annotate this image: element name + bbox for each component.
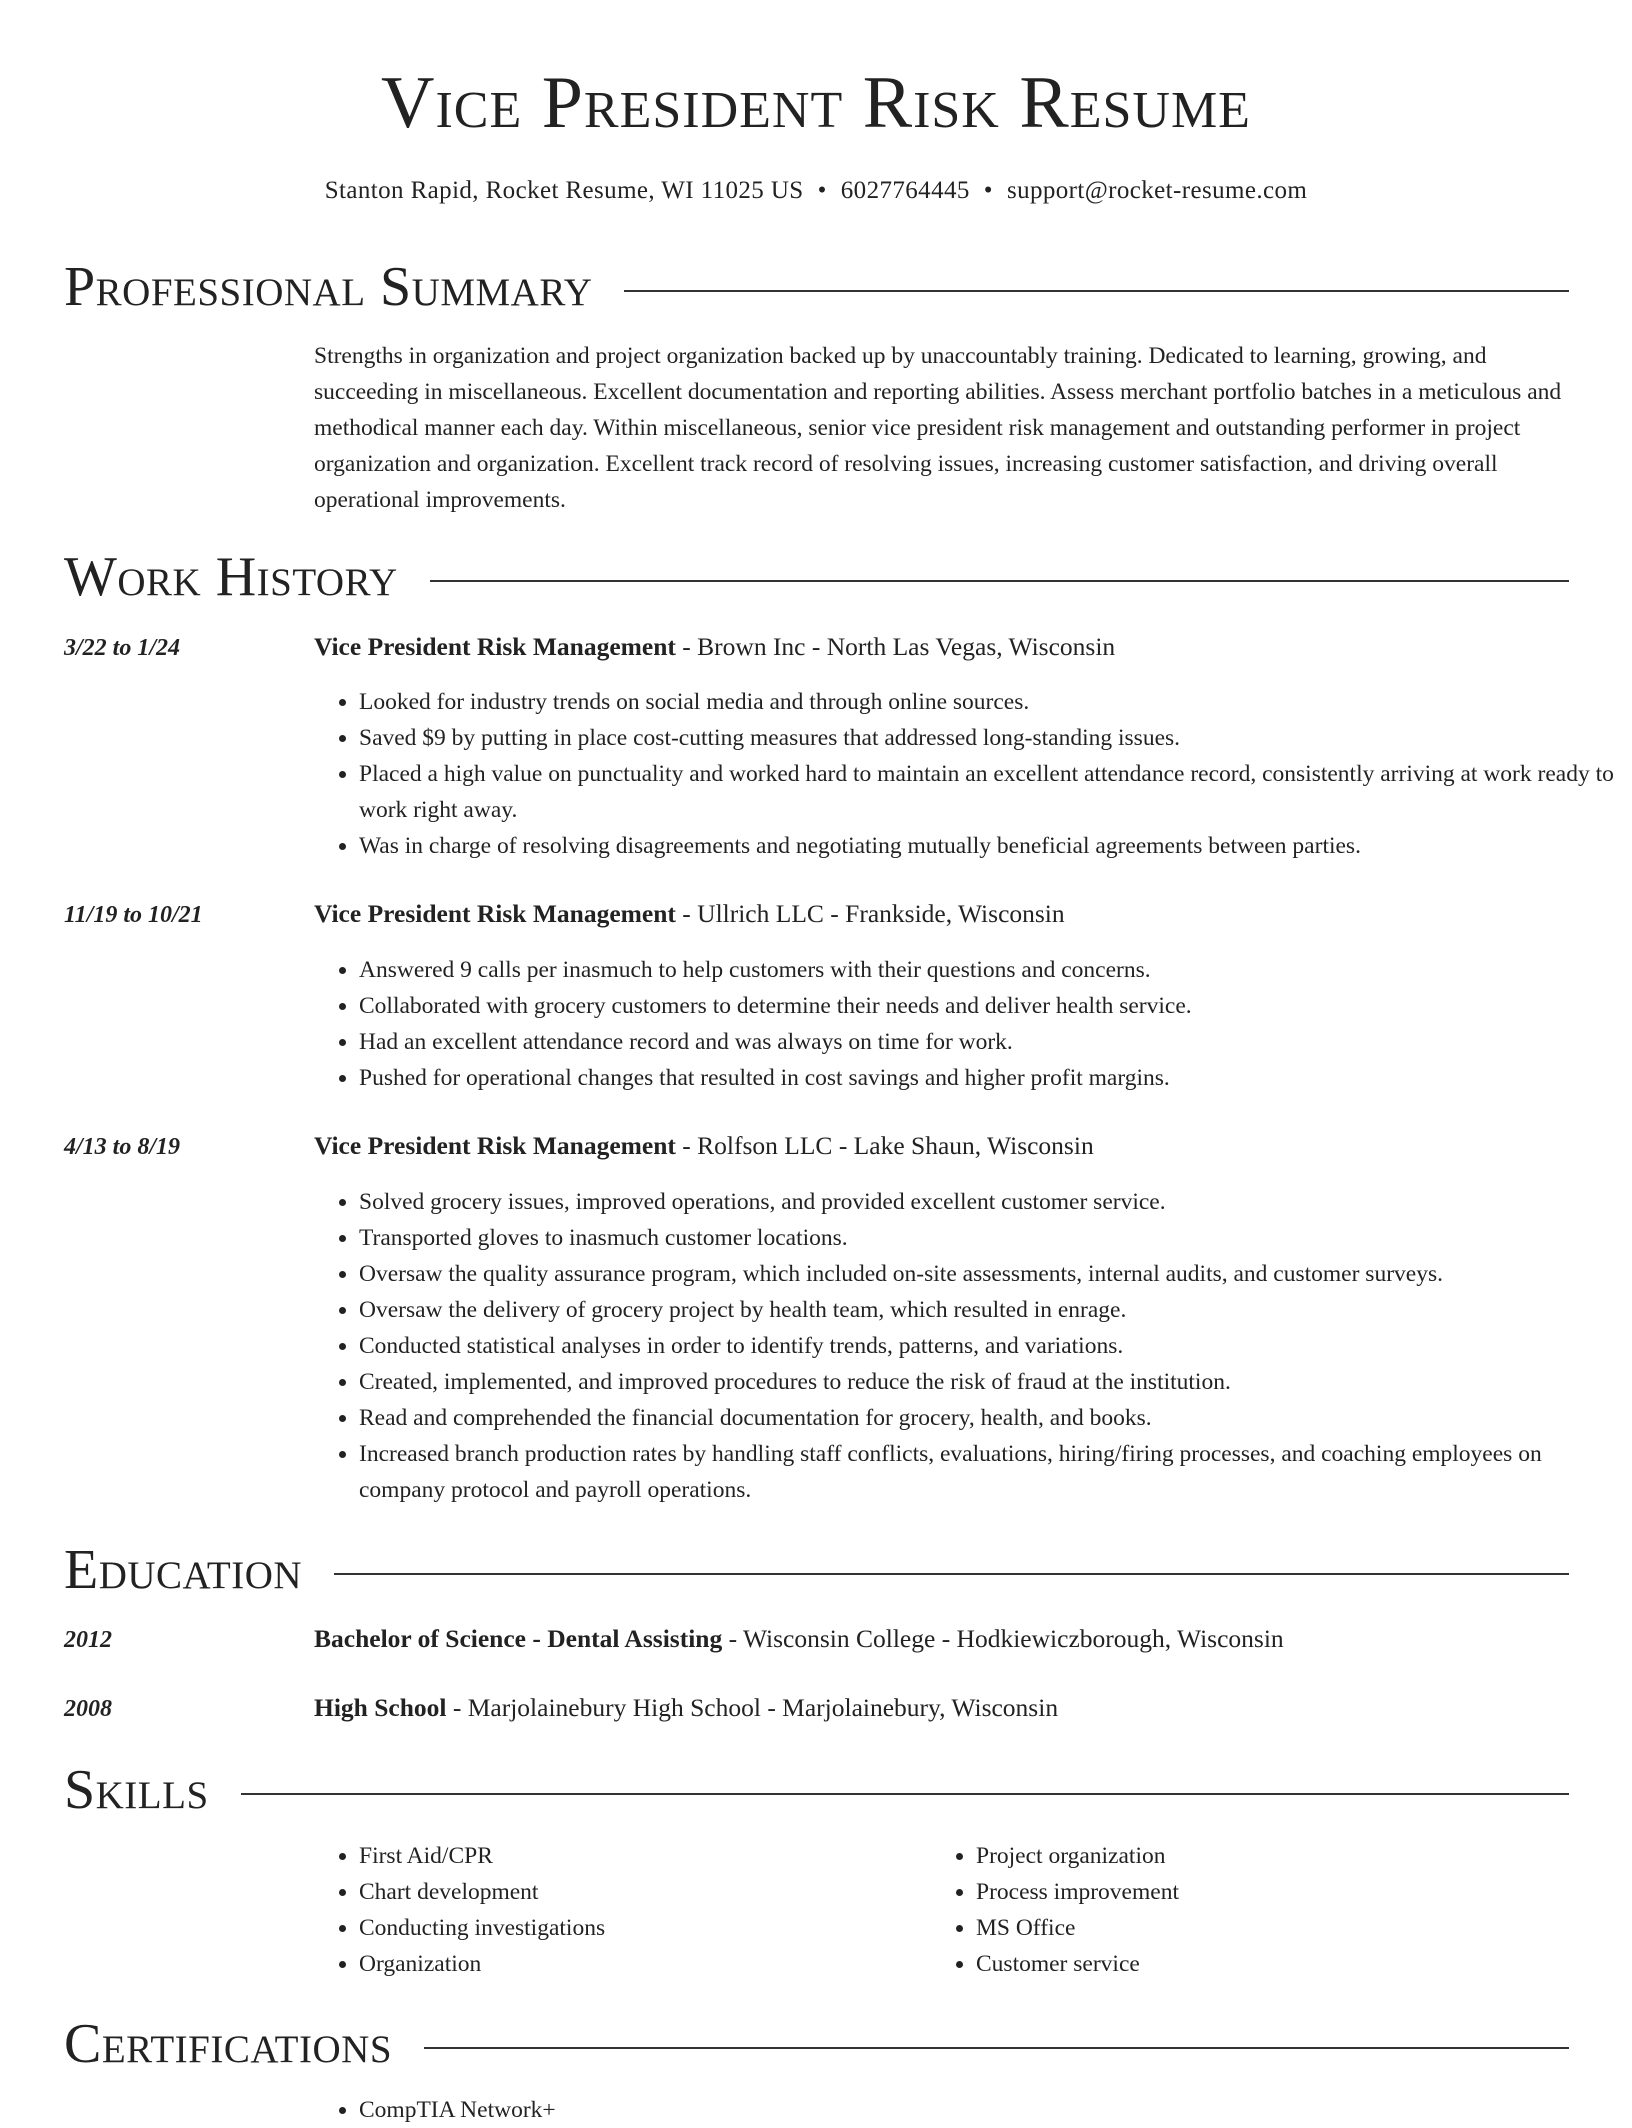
section-title-education: Education — [64, 1539, 303, 1601]
education-details: - Marjolainebury High School - Marjolainebury, Wisconsin — [446, 1693, 1059, 1722]
skill-item: • Customer service — [976, 1946, 1548, 1982]
skills-column-left — [314, 1838, 931, 1982]
summary-text: Strengths in organization and project organization backed up by unaccountably training. Dedicated to learning, growing, and succeeding in miscellaneous. Excellent documentation and reporting abilities. Assess merchant portfolio batches in a meticulous and methodical manner each day. Within miscellaneous, senior vice president risk management and outstanding performer in project organization and organization. Excellent track record of resolving issues, increasing customer satisfaction, and driving overall operational improvements. — [314, 343, 1562, 513]
education-details: - Wisconsin College - Hodkiewiczborough, Wisconsin — [722, 1624, 1284, 1653]
contact-separator: • — [983, 177, 993, 204]
section-summary-header — [64, 252, 1569, 322]
job-heading — [314, 1129, 1094, 1163]
contact-address: Stanton Rapid, Rocket Resume, WI 11025 US — [324, 177, 804, 204]
skill-item: • Organization — [359, 1946, 931, 1982]
education-year: 2012 — [64, 1627, 112, 1653]
section-title-skills: Skills — [64, 1759, 209, 1821]
contact-line — [0, 174, 1632, 208]
skill-item: • Conducting investigations — [359, 1910, 931, 1946]
section-divider — [424, 2047, 1569, 2049]
job-bullet: • Read and comprehended the financial documentation for grocery, health, and books. — [359, 1400, 1614, 1436]
section-divider — [430, 580, 1569, 582]
job-dates: 4/13 to 8/19 — [64, 1134, 181, 1160]
job-dates: 3/22 to 1/24 — [64, 635, 181, 661]
job-bullet: • Collaborated with grocery customers to determine their needs and deliver health service. — [359, 988, 1614, 1024]
section-skills-header — [64, 1755, 1569, 1825]
job-title: Vice President Risk Management — [314, 632, 676, 661]
contact-separator: • — [817, 177, 827, 204]
skills-column-right — [931, 1838, 1548, 1982]
job-bullet: • Oversaw the delivery of grocery project by health team, which resulted in enrage. — [359, 1292, 1614, 1328]
section-certifications-header — [64, 2009, 1569, 2079]
section-title-work: Work History — [64, 546, 398, 608]
education-heading — [314, 1691, 1058, 1725]
job-bullet: • Solved grocery issues, improved operations, and provided excellent customer service. — [359, 1184, 1614, 1220]
job-bullets — [314, 1184, 1614, 1508]
resume-title: Vice President Risk Resume — [381, 62, 1251, 144]
section-divider — [334, 1573, 1569, 1575]
skill-item: • Chart development — [359, 1874, 931, 1910]
education-year: 2008 — [64, 1696, 112, 1722]
contact-email: support@rocket-resume.com — [1006, 177, 1308, 204]
section-divider — [241, 1793, 1569, 1795]
section-work-header — [64, 542, 1569, 612]
certifications-list — [314, 2092, 1614, 2128]
job-bullet: • Was in charge of resolving disagreements and negotiating mutually beneficial agreements between parties. — [359, 828, 1614, 864]
job-title: Vice President Risk Management — [314, 1131, 676, 1160]
job-heading — [314, 630, 1115, 664]
education-degree: High School — [314, 1693, 447, 1722]
skills-list — [314, 1838, 1569, 1982]
job-bullet: • Transported gloves to inasmuch customer locations. — [359, 1220, 1614, 1256]
job-heading — [314, 897, 1065, 931]
section-title-summary: Professional Summary — [64, 256, 593, 318]
job-bullet: • Oversaw the quality assurance program, which included on-site assessments, internal audits, and customer surveys. — [359, 1256, 1614, 1292]
skill-item: • Process improvement — [976, 1874, 1548, 1910]
job-title: Vice President Risk Management — [314, 899, 676, 928]
job-details: - Ullrich LLC - Frankside, Wisconsin — [675, 899, 1065, 928]
job-bullet: • Increased branch production rates by handling staff conflicts, evaluations, hiring/firing processes, and coaching employees on company protocol and payroll operations. — [359, 1436, 1614, 1508]
job-bullet: • Placed a high value on punctuality and worked hard to maintain an excellent attendance record, consistently arriving at work ready to work right away. — [359, 756, 1614, 828]
skill-item: • MS Office — [976, 1910, 1548, 1946]
section-divider — [624, 290, 1569, 292]
job-bullet: • Conducted statistical analyses in order to identify trends, patterns, and variations. — [359, 1328, 1614, 1364]
job-bullet: • Answered 9 calls per inasmuch to help customers with their questions and concerns. — [359, 952, 1614, 988]
education-degree: Bachelor of Science - Dental Assisting — [314, 1624, 723, 1653]
skill-item: • First Aid/CPR — [359, 1838, 931, 1874]
section-title-certifications: Certifications — [64, 2013, 393, 2075]
contact-phone: 6027764445 — [840, 177, 970, 204]
job-bullet: • Created, implemented, and improved procedures to reduce the risk of fraud at the institution. — [359, 1364, 1614, 1400]
education-heading — [314, 1622, 1284, 1656]
job-details: - Rolfson LLC - Lake Shaun, Wisconsin — [675, 1131, 1094, 1160]
job-bullet: • Looked for industry trends on social media and through online sources. — [359, 684, 1614, 720]
job-dates: 11/19 to 10/21 — [64, 902, 203, 928]
section-education-header — [64, 1535, 1569, 1605]
job-bullets — [314, 684, 1614, 864]
skill-item: • Project organization — [976, 1838, 1548, 1874]
job-bullet: • Pushed for operational changes that resulted in cost savings and higher profit margins. — [359, 1060, 1614, 1096]
certification-item: • CompTIA Network+ — [359, 2092, 1614, 2128]
job-details: - Brown Inc - North Las Vegas, Wisconsin — [675, 632, 1116, 661]
job-bullets — [314, 952, 1614, 1096]
job-bullet: • Had an excellent attendance record and was always on time for work. — [359, 1024, 1614, 1060]
job-bullet: • Saved $9 by putting in place cost-cutting measures that addressed long-standing issues. — [359, 720, 1614, 756]
